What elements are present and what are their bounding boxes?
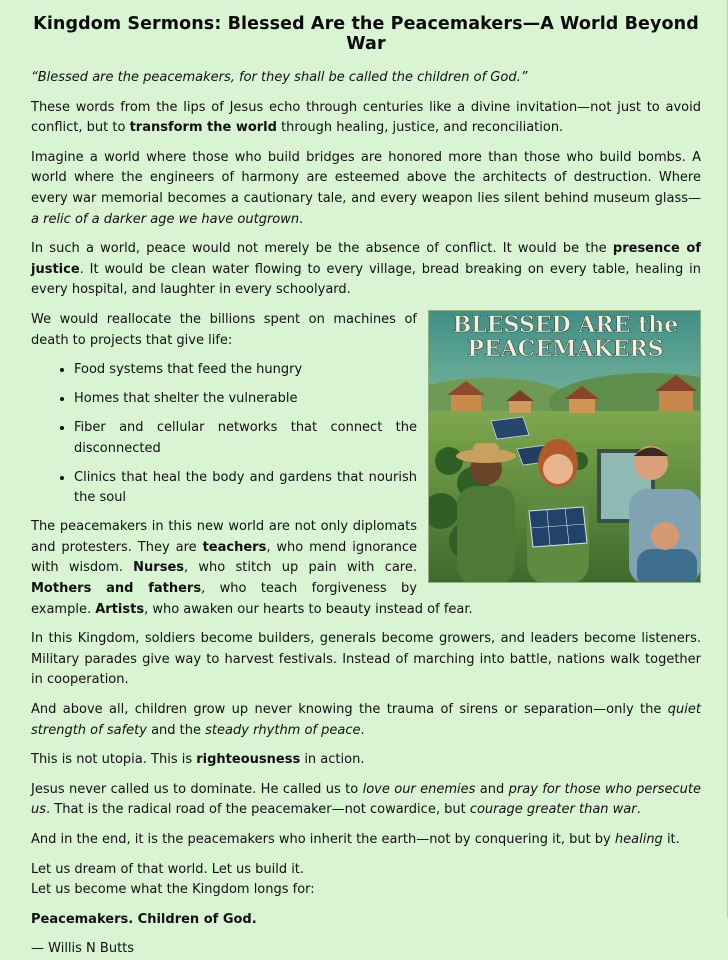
paragraph-kingdom: In this Kingdom, soldiers become builders, generals become growers, and leaders become listeners. Military parades give way to harvest festivals. Instead of marching into battle, nations walk together in cooperation. [31, 631, 701, 688]
list-item: • Fiber and cellular networks that connect the disconnected [74, 418, 701, 459]
signature: — Willis N Butts [31, 941, 135, 957]
illustration-title-line2: PEACEMAKERS [467, 335, 664, 362]
paragraph-intro: These words from the lips of Jesus echo through centuries like a divine invitation—not just to avoid conflict, but to transform the world through healing, justice, and reconciliation. [31, 99, 701, 136]
paragraph-reallocate: We would reallocate the billions spent on machines of death to projects that give life: [31, 311, 417, 348]
paragraph-dream: Let us dream of that world. Let us build it. Let us become what the Kingdom longs for: [31, 861, 315, 898]
peacemakers-illustration [428, 310, 701, 583]
list-item: • Clinics that heal the body and gardens that nourish the soul [74, 468, 701, 509]
scripture-quote: “Blessed are the peacemakers, for they shall be called the children of God.” [31, 70, 528, 85]
paragraph-justice: In such a world, peace would not merely be the absence of conflict. It would be the presence of justice. It would be clean water flowing to every village, bread breaking on every table, healing in every hospital, and laughter in every schoolyard. [31, 241, 701, 298]
paragraph-children: And above all, children grow up never knowing the trauma of sirens or separation—only the quiet strength of safety and the steady rhythm of peace. [31, 702, 701, 738]
illustration-title-line1: BLESSED ARE the [452, 311, 679, 338]
list-item: • Food systems that feed the hungry [74, 360, 701, 381]
paragraph-inherit: And in the end, it is the peacemakers who inherit the earth—not by conquering it, but by healing it. [31, 831, 680, 847]
paragraph-peacemakers-roles: The peacemakers in this new world are not only diplomats and protesters. They are teachers, who mend ignorance with wisdom. Nurses, who stitch up pain with care. Mothers and fathers, who teach forgiveness by example. Artists, who awaken our hearts to beauty instead of fear. [31, 519, 473, 617]
paragraph-righteousness: This is not utopia. This is righteousness in action. [31, 752, 365, 768]
paragraph-imagine: Imagine a world where those who build bridges are honored more than those who build bombs. A world where the engineers of harmony are esteemed above the architects of destruction. Where every war memorial becomes a cautionary tale, and every weapon lies silent behind museum glass—a relic of a darker age we have outgrown. [31, 149, 701, 227]
closing-line: Peacemakers. Children of God. [31, 911, 257, 927]
page-title: Kingdom Sermons: Blessed Are the Peacemakers—A World Beyond War [33, 14, 699, 54]
paragraph-jesus: Jesus never called us to dominate. He called us to love our enemies and pray for those who persecute us. That is the radical road of the peacemaker—not cowardice, but courage greater than war. [31, 781, 701, 818]
list-item: • Homes that shelter the vulnerable [74, 389, 701, 410]
